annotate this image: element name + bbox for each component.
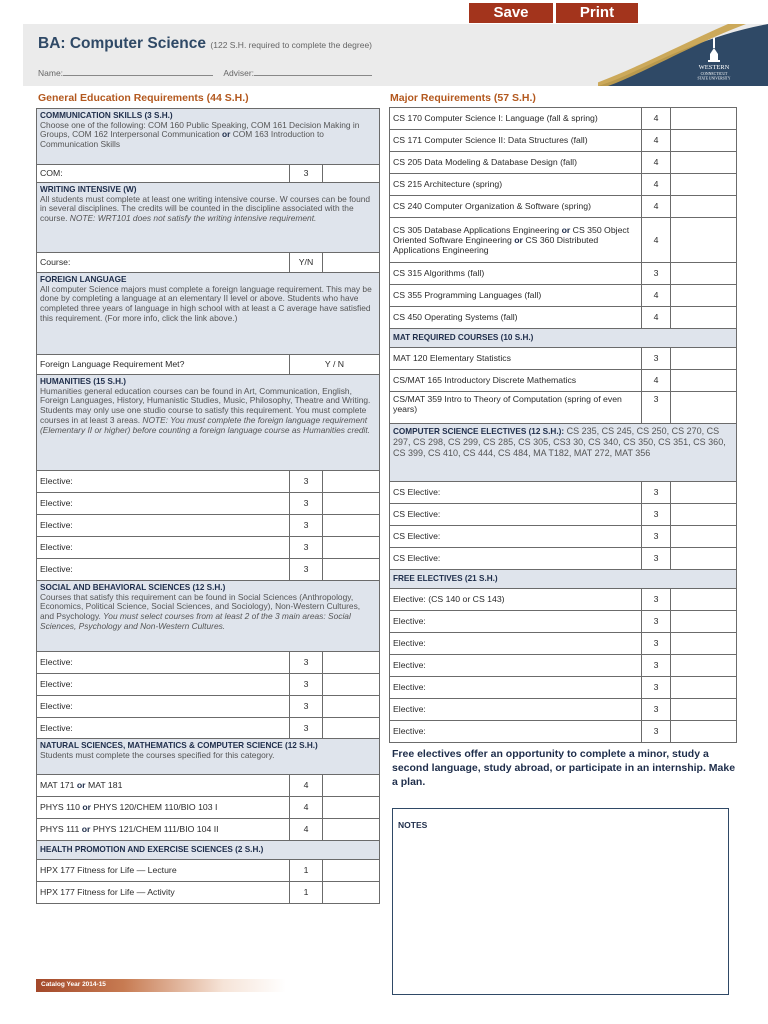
mat-heading-row: MAT REQUIRED COURSES (10 S.H.)	[390, 329, 737, 348]
course-entry[interactable]	[671, 130, 737, 152]
social-sciences-box: SOCIAL AND BEHAVIORAL SCIENCES (12 S.H.) Courses that satisfy this requirement can be found in Social Sciences (Anthropology, Economics, Political Science, Social Sciences, and Sociology), Non-Western Cultures, and Psychology. You must select courses from at least 2 of the 3 main areas: Social Sciences, Psychology and Non-Western Cultures.	[37, 581, 380, 652]
table-row: Elective: 3	[37, 537, 380, 559]
table-row: Elective: 3	[37, 696, 380, 718]
table-row: Elective: 3	[37, 652, 380, 674]
degree-subtitle: (122 S.H. required to complete the degree)	[210, 40, 372, 50]
table-row: MAT 171 or MAT 181 4	[37, 775, 380, 797]
course-entry[interactable]	[323, 493, 380, 515]
table-row: HPX 177 Fitness for Life — Lecture 1	[37, 860, 380, 882]
course-entry[interactable]	[671, 218, 737, 263]
course-entry[interactable]	[671, 108, 737, 130]
degree-title: BA: Computer Science	[38, 35, 206, 52]
table-row: Elective: 3	[37, 674, 380, 696]
print-button[interactable]: Print	[556, 3, 638, 23]
course-entry[interactable]	[323, 819, 380, 841]
course-entry[interactable]	[671, 482, 737, 504]
name-field[interactable]	[63, 67, 213, 76]
course-entry[interactable]	[323, 559, 380, 581]
course-entry[interactable]	[671, 677, 737, 699]
course-entry[interactable]	[323, 652, 380, 674]
health-heading-row: HEALTH PROMOTION AND EXERCISE SCIENCES (2 S.H.)	[37, 841, 380, 860]
table-row: Elective: 3	[37, 515, 380, 537]
table-row: Elective: 3	[37, 493, 380, 515]
table-row: PHYS 110 or PHYS 120/CHEM 110/BIO 103 I 4	[37, 797, 380, 819]
table-row: Elective: 3	[390, 721, 737, 743]
table-row: CS 170 Computer Science I: Language (fall & spring) 4	[390, 108, 737, 130]
table-row: Elective: 3	[390, 677, 737, 699]
course-entry[interactable]	[323, 882, 380, 904]
table-row: CS Elective: 3	[390, 482, 737, 504]
natural-sciences-box: NATURAL SCIENCES, MATHEMATICS & COMPUTER SCIENCE (12 S.H.) Students must complete the courses specified for this category.	[37, 739, 380, 775]
course-entry[interactable]	[323, 515, 380, 537]
course-entry[interactable]	[323, 797, 380, 819]
course-entry[interactable]	[323, 674, 380, 696]
comm-skills-box	[37, 109, 380, 165]
course-entry[interactable]	[671, 699, 737, 721]
adviser-label: Adviser:	[223, 68, 255, 78]
cs-electives-box: COMPUTER SCIENCE ELECTIVES (12 S.H.): CS 235, CS 245, CS 250, CS 270, CS 297, CS 298, CS 299, CS 285, CS 305, CS3 30, CS 340, CS 350, CS 351, CS 360, CS 399, CS 410, CS 444, CS 484, MA T182, MAT 272, MAT 356	[390, 424, 737, 482]
course-entry[interactable]	[323, 696, 380, 718]
table-row: CS Elective: 3	[390, 526, 737, 548]
free-electives-note: Free electives offer an opportunity to complete a minor, study a second language, study abroad, or participate in an internship. Make a plan.	[392, 748, 736, 788]
course-entry[interactable]	[671, 504, 737, 526]
course-entry[interactable]	[323, 775, 380, 797]
table-row: CS Elective: 3	[390, 548, 737, 570]
table-row: MAT 120 Elementary Statistics 3	[390, 348, 737, 370]
table-row: CS 215 Architecture (spring) 4	[390, 174, 737, 196]
course-entry[interactable]	[671, 263, 737, 285]
table-row: CS Elective: 3	[390, 504, 737, 526]
course-entry[interactable]	[671, 307, 737, 329]
table-row: CS 305 Database Applications Engineering or CS 350 Object Oriented Software Engineering or CS 360 Distributed Applications Engineering 4	[390, 218, 737, 263]
course-entry[interactable]	[671, 392, 737, 424]
page-title	[38, 35, 372, 53]
course-entry[interactable]	[671, 196, 737, 218]
table-row: CS 205 Data Modeling & Database Design (fall) 4	[390, 152, 737, 174]
logo-line2: CONNECTICUT	[700, 72, 728, 76]
table-row: Elective: 3	[390, 655, 737, 677]
name-adviser-row	[38, 67, 372, 78]
course-entry[interactable]	[323, 537, 380, 559]
comm-heading: COMMUNICATION SKILLS (3 S.H.)	[40, 111, 173, 120]
course-entry[interactable]	[671, 526, 737, 548]
course-entry[interactable]	[671, 370, 737, 392]
course-entry[interactable]	[323, 471, 380, 493]
table-row: PHYS 111 or PHYS 121/CHEM 111/BIO 104 II 4	[37, 819, 380, 841]
table-row: CS/MAT 359 Intro to Theory of Computation (spring of even years) 3	[390, 392, 737, 424]
table-row: Elective: 3	[390, 699, 737, 721]
university-logo	[598, 24, 768, 86]
adviser-field[interactable]	[254, 67, 372, 76]
table-row: CS 315 Algorithms (fall) 3	[390, 263, 737, 285]
gen-ed-title: General Education Requirements (44 S.H.)	[38, 92, 249, 104]
catalog-year-bar	[36, 979, 286, 992]
writing-intensive-box: WRITING INTENSIVE (W) All students must complete at least one writing intensive course. W courses can be found in several disciplines. The credits will be counted in the discipline associated with the course. NOTE: WRT101 does not satisfy the writing intensive requirement.	[37, 183, 380, 253]
table-row: Elective: 3	[37, 471, 380, 493]
table-row: CS/MAT 165 Introductory Discrete Mathematics 4	[390, 370, 737, 392]
course-entry[interactable]	[671, 548, 737, 570]
course-entry[interactable]	[671, 721, 737, 743]
name-label: Name:	[38, 68, 64, 78]
catalog-year: Catalog Year 2014-15	[41, 981, 106, 988]
table-row: CS 171 Computer Science II: Data Structures (fall) 4	[390, 130, 737, 152]
course-entry[interactable]	[671, 152, 737, 174]
notes-box[interactable]	[392, 808, 729, 995]
save-button[interactable]: Save	[469, 3, 553, 23]
table-row: COM: 3	[37, 165, 380, 183]
table-row: CS 355 Programming Languages (fall) 4	[390, 285, 737, 307]
major-req-table	[389, 107, 737, 743]
course-entry[interactable]	[671, 174, 737, 196]
course-entry[interactable]	[671, 285, 737, 307]
table-row: HPX 177 Fitness for Life — Activity 1	[37, 882, 380, 904]
gen-ed-table	[36, 108, 380, 904]
table-row: Foreign Language Requirement Met? Y / N	[37, 355, 380, 375]
course-entry[interactable]	[671, 611, 737, 633]
table-row: CS 240 Computer Organization & Software (spring) 4	[390, 196, 737, 218]
course-entry[interactable]	[671, 655, 737, 677]
logo-graphic	[598, 24, 768, 86]
notes-label: NOTES	[398, 820, 428, 830]
course-entry[interactable]	[323, 718, 380, 739]
course-entry[interactable]	[671, 348, 737, 370]
course-entry[interactable]	[671, 633, 737, 655]
table-row: Course: Y/N	[37, 253, 380, 273]
table-row: CS 450 Operating Systems (fall) 4	[390, 307, 737, 329]
table-row: Elective: 3	[37, 559, 380, 581]
table-row: Elective: 3	[37, 718, 380, 739]
table-row: Elective: (CS 140 or CS 143) 3	[390, 589, 737, 611]
course-entry[interactable]	[323, 860, 380, 882]
course-entry[interactable]	[671, 589, 737, 611]
comm-desc: Choose one of the following: COM 160 Public Speaking, COM 161 Decision Making in Groups, COM 162 Interpersonal Communication or COM 163 Introduction to Communication Skills	[40, 119, 360, 150]
table-row: Elective: 3	[390, 633, 737, 655]
logo-line1: WESTERN	[698, 64, 730, 71]
foreign-language-box: FOREIGN LANGUAGE All computer Science majors must complete a foreign language requirement. This may be done by completing a language at an elementary II level or above. Students who have completed three years of language in high school with at least a C average have satisfied this requirement. (For more info, click the link above.)	[37, 273, 380, 355]
major-req-title: Major Requirements (57 S.H.)	[390, 92, 536, 104]
course-entry[interactable]	[323, 165, 380, 183]
humanities-box: HUMANITIES (15 S.H.) Humanities general education courses can be found in Art, Communication, English, Foreign Languages, History, Humanistic Studies, Music, Philosophy, Theatre and Writing. Students may only use one studio course to satisfy this requirement. You must complete courses in at least 3 areas. NOTE: You must complete the foreign language requirement (Elementary II or higher) before counting a foreign language course as Humanities credit.	[37, 375, 380, 471]
table-row: Elective: 3	[390, 611, 737, 633]
course-entry[interactable]	[323, 253, 380, 273]
logo-line3: STATE UNIVERSITY	[697, 76, 731, 81]
free-electives-heading-row: FREE ELECTIVES (21 S.H.)	[390, 570, 737, 589]
